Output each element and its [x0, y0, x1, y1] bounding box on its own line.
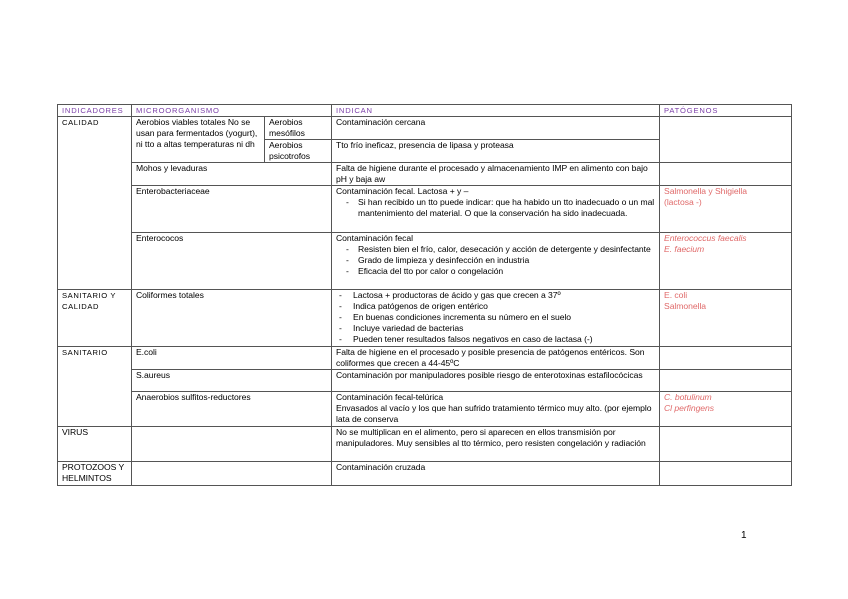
indican-enterobacteriaceae: [332, 186, 660, 233]
table-row: [58, 290, 792, 347]
micro-coliformes: Coliformes totales: [132, 290, 332, 347]
sub-aerobios-mesofilos: Aerobios mesófilos: [265, 117, 332, 140]
sub-aerobios-psicotrofos: Aerobios psicotrofos: [265, 140, 332, 163]
list-item: - Lactosa + productoras de ácido y gas que crecen a 37º: [353, 290, 656, 301]
indican-text: Envasados al vacío y los que han sufrido tratamiento térmico muy alto. (por ejemplo lata de conserva: [336, 403, 652, 424]
indican-virus: No se multiplican en el alimento, pero si aparecen en ellos transmisión por manipuladores. Muy sensibles al tto térmico, pero resisten congelación y radiación: [332, 427, 660, 462]
indican-list: [336, 197, 656, 219]
table-row: [58, 370, 792, 392]
pathogen: (lactosa -): [664, 197, 702, 207]
indican-mesofilos: Contaminación cercana: [332, 117, 660, 140]
micro-anaerobios: Anaerobios sulfitos-reductores: [132, 392, 332, 427]
pat-enterobacteriaceae: [660, 186, 792, 233]
indican-protozoos: Contaminación cruzada: [332, 462, 660, 486]
indican-ecoli: Falta de higiene en el procesado y posible presencia de patógenos entéricos. Son coliformes que crecen a 44-45ºC: [332, 347, 660, 370]
micro-aerobios-viables: Aerobios viables totales No se usan para fermentados (yogurt), ni tto a altas temperaturas ni dh: [132, 117, 265, 163]
indican-psicotrofos: Tto frío ineficaz, presencia de lipasa y proteasa: [332, 140, 660, 163]
list-item: - Indica patógenos de origen entérico: [353, 301, 656, 312]
category-protozoos: PROTOZOOS Y HELMINTOS: [58, 462, 132, 486]
list-item: - Pueden tener resultados falsos negativos en caso de lactasa (-): [353, 334, 656, 345]
list-item: - Grado de limpieza y desinfección en industria: [358, 255, 656, 266]
table-row: [58, 233, 792, 290]
header-microorganismo: MICROORGANISMO: [132, 105, 332, 117]
indican-text: Contaminación fecal-telúrica: [336, 392, 444, 402]
pat-mohos: [660, 163, 792, 186]
pat-aerobios: [660, 117, 792, 163]
list-item: - Si han recibido un tto puede indicar: que ha habido un tto inadecuado o un mal mantenimiento del material. O que la conservación ha sido inadecuada.: [358, 197, 656, 219]
category-sanitario: SANITARIO: [58, 347, 132, 427]
pathogen: Enterococcus faecalis: [664, 233, 747, 243]
indicators-table: [57, 104, 792, 486]
pathogen: Salmonella y Shigiella: [664, 186, 747, 196]
micro-enterobacteriaceae: Enterobacteriaceae: [132, 186, 332, 233]
header-patogenos: PATÓGENOS: [660, 105, 792, 117]
pat-enterococos: [660, 233, 792, 290]
micro-enterococos: Enterococos: [132, 233, 332, 290]
pathogen: C. botulinum: [664, 392, 712, 402]
list-item: - Resisten bien el frío, calor, desecación y acción de detergente y desinfectante: [358, 244, 656, 255]
table-row: [58, 462, 792, 486]
table-row: [58, 347, 792, 370]
pathogen: Salmonella: [664, 301, 707, 311]
pathogen: E. faecium: [664, 244, 705, 254]
indican-saureus: Contaminación por manipuladores posible riesgo de enterotoxinas estafilocócicas: [332, 370, 660, 392]
table-row: [58, 163, 792, 186]
indican-text: Contaminación fecal. Lactosa + y –: [336, 186, 469, 196]
pat-virus: [660, 427, 792, 462]
table-row: [58, 392, 792, 427]
indican-list: [336, 290, 656, 345]
indican-enterococos: [332, 233, 660, 290]
table-row: [58, 117, 792, 140]
list-item: - Eficacia del tto por calor o congelación: [358, 266, 656, 277]
pathogen: Cl perfingens: [664, 403, 715, 413]
category-sanitario-calidad: SANITARIO Y CALIDAD: [58, 290, 132, 347]
indican-mohos: Falta de higiene durante el procesado y almacenamiento IMP en alimento con bajo pH y baja aw: [332, 163, 660, 186]
pat-anaerobios: [660, 392, 792, 427]
list-item: - En buenas condiciones incrementa su número en el suelo: [353, 312, 656, 323]
micro-mohos: Mohos y levaduras: [132, 163, 332, 186]
pathogen: E. coli: [664, 290, 688, 300]
pat-ecoli: [660, 347, 792, 370]
header-row: [58, 105, 792, 117]
micro-ecoli: E.coli: [132, 347, 332, 370]
page-number: 1: [741, 530, 747, 541]
table-row: [58, 186, 792, 233]
micro-saureus: S.aureus: [132, 370, 332, 392]
header-indicadores: INDICADORES: [58, 105, 132, 117]
micro-virus: [132, 427, 332, 462]
indican-list: [336, 244, 656, 277]
category-virus: VIRUS: [58, 427, 132, 462]
pat-coliformes: [660, 290, 792, 347]
pat-saureus: [660, 370, 792, 392]
indican-anaerobios: [332, 392, 660, 427]
table-row: [58, 427, 792, 462]
micro-protozoos: [132, 462, 332, 486]
pat-protozoos: [660, 462, 792, 486]
indican-text: Contaminación fecal: [336, 233, 413, 243]
list-item: - Incluye variedad de bacterias: [353, 323, 656, 334]
category-calidad: CALIDAD: [58, 117, 132, 290]
indican-coliformes: [332, 290, 660, 347]
header-indican: INDICAN: [332, 105, 660, 117]
